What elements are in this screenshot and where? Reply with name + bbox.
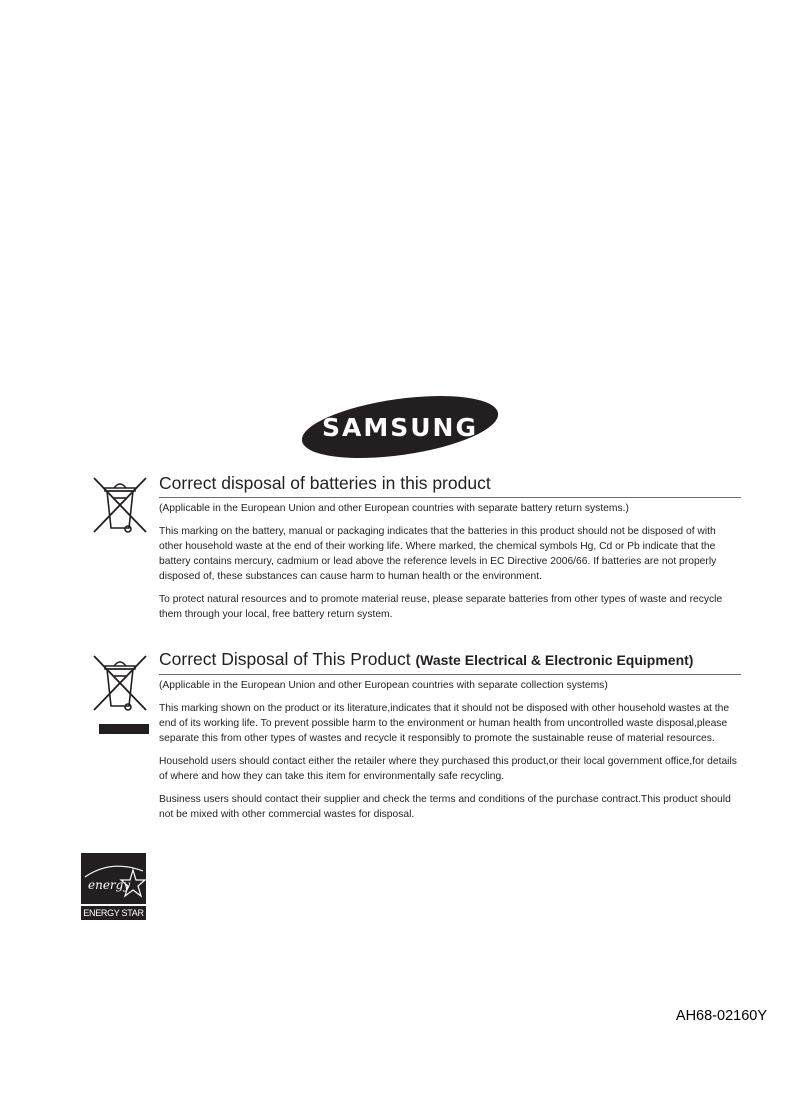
section-title xyxy=(159,648,741,671)
weee-disposal-section xyxy=(159,648,741,822)
section-divider xyxy=(159,497,741,498)
section-title xyxy=(159,472,741,494)
paragraph: This marking shown on the product or its literature,indicates that it should not be disposed with other household wastes at the end of its working life. To prevent possible harm to the environment or human health from uncontrolled waste disposal,please separate this from other types of wastes and recycle it responsibly to promote the sustainable reuse of material resources. xyxy=(159,703,730,744)
logo-wordmark: SAMSUNG xyxy=(322,412,478,442)
crossed-out-wheelie-bin-icon xyxy=(90,474,150,536)
samsung-logo xyxy=(300,395,500,459)
crossed-out-wheelie-bin-icon xyxy=(90,652,150,714)
weee-disposal-subtitle: (Waste Electrical & Electronic Equipment) xyxy=(415,652,694,668)
paragraph: Business users should contact their supplier and check the terms and conditions of the purchase contract.This product should not be mixed with other commercial wastes for disposal. xyxy=(159,794,731,820)
paragraph: To protect natural resources and to promote material reuse, please separate batteries from other types of waste and recycle them through your local, free battery return system. xyxy=(159,594,723,620)
paragraph: Household users should contact either the retailer where they purchased this product,or their local government office,for details of where and how they can take this item for environmentally safe recycling. xyxy=(159,756,737,782)
weee-disposal-title: Correct Disposal of This Product xyxy=(159,649,411,669)
svg-text:energy: energy xyxy=(88,878,131,892)
document-code: AH68-02160Y xyxy=(675,1008,767,1024)
energy-star-emblem xyxy=(81,853,146,904)
energy-star-label: ENERGY STAR xyxy=(81,906,146,920)
energy-star-logo xyxy=(81,853,146,920)
applicability-note: (Applicable in the European Union and other European countries with separate battery return systems.) xyxy=(159,503,629,514)
applicability-note: (Applicable in the European Union and other European countries with separate collection systems) xyxy=(159,680,608,691)
battery-disposal-title: Correct disposal of batteries in this product xyxy=(159,473,491,493)
battery-disposal-section xyxy=(159,472,741,622)
paragraph: This marking on the battery, manual or packaging indicates that the batteries in this product should not be disposed of with other household waste at the end of their working life. Where marked, the chemical symbols Hg, Cd or Pb indicate that the battery contains mercury, cadmium or lead above the reference levels in EC Directive 2006/66. If batteries are not properly disposed of, these substances can cause harm to human health or the environment. xyxy=(159,526,717,582)
section-divider xyxy=(159,674,741,675)
energy-star-icon xyxy=(81,853,146,904)
weee-black-bar xyxy=(99,724,149,734)
